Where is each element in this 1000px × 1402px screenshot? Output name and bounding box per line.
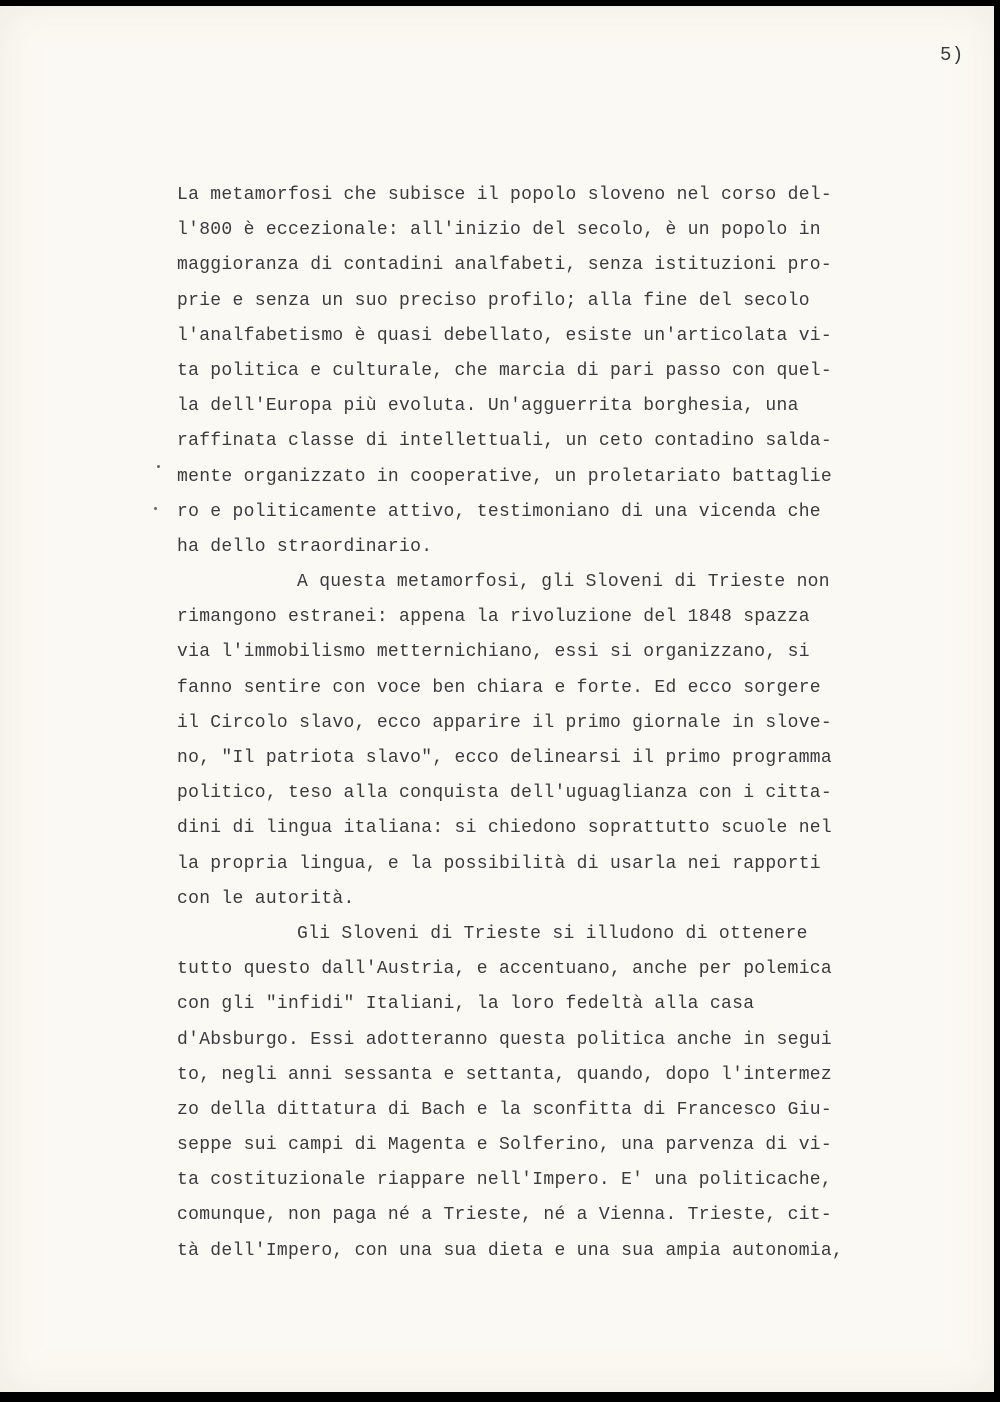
text-line: la propria lingua, e la possibilità di usarla nei rapporti — [177, 853, 821, 874]
text-line: raffinata classe di intellettuali, un ceto contadino salda- — [177, 431, 833, 452]
paper-speck — [154, 507, 157, 510]
paragraph-2 — [177, 565, 937, 917]
text-line: prie e senza un suo preciso profilo; alla fine del secolo — [177, 290, 810, 311]
text-line: ta politica e culturale, che marcia di pari passo con quel- — [177, 360, 833, 381]
text-line: ha dello straordinario. — [177, 536, 433, 557]
text-line: La metamorfosi che subisce il popolo sloveno nel corso del- — [177, 185, 833, 205]
text-line: Gli Sloveni di Trieste si illudono di ottenere — [297, 923, 808, 944]
text-line: dini di lingua italiana: si chiedono soprattutto scuole nel — [177, 818, 833, 839]
text-line: zo della dittatura di Bach e la sconfitta di Francesco Giu- — [177, 1099, 833, 1120]
text-line: con gli "infidi" Italiani, la loro fedeltà alla casa — [177, 994, 755, 1015]
text-line: tà dell'Impero, con una sua dieta e una sua ampia autonomia, — [177, 1240, 844, 1261]
paragraph-1 — [177, 178, 937, 565]
text-line: con le autorità. — [177, 888, 355, 909]
text-line: politico, teso alla conquista dell'uguaglianza con i citta- — [177, 783, 833, 804]
text-line: no, "Il patriota slavo", ecco delinearsi il primo programma — [177, 748, 833, 768]
text-line: fanno sentire con voce ben chiara e forte. Ed ecco sorgere — [177, 677, 821, 698]
text-line: d'Absburgo. Essi adotteranno questa politica anche in segui — [177, 1029, 833, 1050]
text-line: via l'immobilismo metternichiano, essi si organizzano, si — [177, 642, 810, 663]
paragraph-3 — [177, 917, 937, 1269]
text-line: rimangono estranei: appena la rivoluzione del 1848 spazza — [177, 607, 810, 628]
text-line: l'800 è eccezionale: all'inizio del secolo, è un popolo in — [177, 220, 821, 241]
text-line: A questa metamorfosi, gli Sloveni di Trieste non — [297, 572, 830, 593]
text-line: il Circolo slavo, ecco apparire il primo giornale in slove- — [177, 712, 833, 733]
text-line: comunque, non paga né a Trieste, né a Vienna. Trieste, cit- — [177, 1205, 833, 1226]
page-number: 5) — [940, 44, 964, 66]
paper-speck — [157, 465, 160, 468]
text-line: seppe sui campi di Magenta e Solferino, una parvenza di vi- — [177, 1135, 833, 1156]
body-text — [177, 178, 937, 1269]
text-line: la dell'Europa più evoluta. Un'agguerrita borghesia, una — [177, 396, 799, 417]
text-line: ta costituzionale riappare nell'Impero. E' una politicache, — [177, 1170, 833, 1191]
text-line: mente organizzato in cooperative, un proletariato battaglie — [177, 466, 833, 487]
text-line: to, negli anni sessanta e settanta, quando, dopo l'intermez — [177, 1064, 833, 1085]
text-line: tutto questo dall'Austria, e accentuano, anche per polemica — [177, 959, 833, 980]
text-line: maggioranza di contadini analfabeti, senza istituzioni pro- — [177, 255, 833, 276]
text-line: l'analfabetismo è quasi debellato, esiste un'articolata vi- — [177, 325, 833, 346]
document-page — [0, 6, 994, 1392]
text-line: ro e politicamente attivo, testimoniano di una vicenda che — [177, 501, 821, 522]
